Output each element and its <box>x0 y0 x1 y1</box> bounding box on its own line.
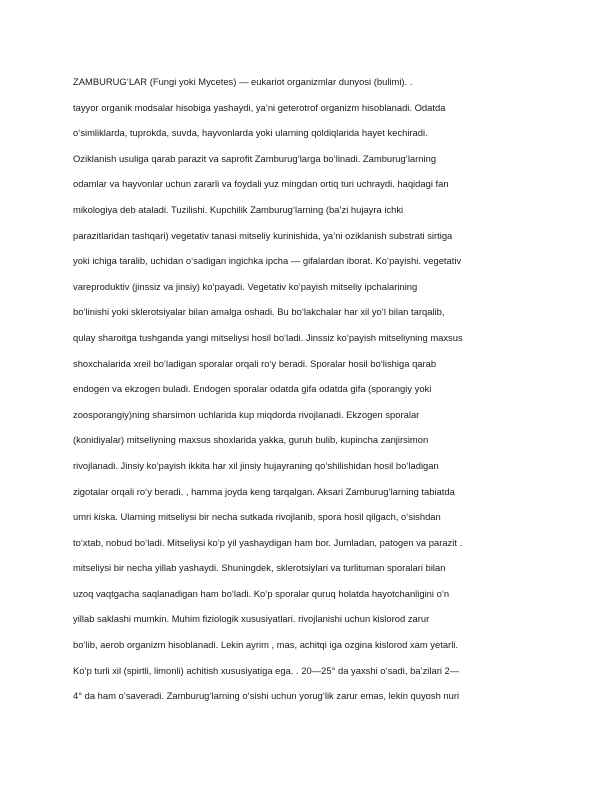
text-line: zoosporangiy)ning sharsimon uchlarida kup miqdorda rivojlanadi. Ekzogen sporalar <box>73 408 420 420</box>
text-line: odamlar va hayvonlar uchun zararli va foydali yuz mingdan ortiq turi uchraydi. haqidagi fan <box>73 178 449 190</box>
text-line: yoki ichiga taralib, uchidan o‘sadigan ingichka ipcha — gifalardan iborat. Ko‘payishi. vegetativ <box>73 255 462 267</box>
text-line: umri kiska. Ularning mitseliysi bir necha sutkada rivojlanib, spora hosil qilgach, o‘sishdan <box>73 511 441 523</box>
text-line: Oziklanish usuliga qarab parazit va saprofit Zamburug‘larga bo‘linadi. Zamburug‘larning <box>73 152 437 164</box>
text-line: zigotalar orqali ro‘y beradi. , hamma joyda keng tarqalgan. Aksari Zamburug‘larning tabiatda <box>73 485 455 497</box>
text-line: vareproduktiv (jinssiz va jinsiy) ko‘payadi. Vegetativ ko‘payish mitseliy ipchalarining <box>73 280 418 292</box>
text-line: rivojlanadi. Jinsiy ko‘payish ikkita har xil jinsiy hujayraning qo‘shilishidan hosil bo‘ladigan <box>73 459 439 471</box>
text-line: Ko‘p turli xil (spirtli, limonli) achitish xususiyatiga ega. . 20—25° da yaxshi o‘sadi, ba’zilari 2— <box>73 664 460 676</box>
text-line: 4° da ham o‘saveradi. Zamburug‘larning o‘sishi uchun yorug‘lik zarur emas, lekin quyosh nuri <box>73 690 460 702</box>
text-line: bo‘lib, aerob organizm hisoblanadi. Lekin ayrim , mas, achitqi iga ozgina kislorod xam yetarli. <box>73 639 458 651</box>
text-line: bo‘linishi yoki sklerotsiyalar bilan amalga oshadi. Bu bo‘lakchalar har xil yo‘l bilan tarqalib, <box>73 306 445 318</box>
text-line: to‘xtab, nobud bo‘ladi. Mitseliysi ko‘p yil yashaydigan ham bor. Jumladan, patogen va parazit . <box>73 536 463 548</box>
text-line: uzoq vaqtgacha saqlanadigan ham bo‘ladi. Ko‘p sporalar quruq holatda hayotchanligini o‘n <box>73 587 450 599</box>
text-line: yillab saklashi mumkin. Muhim fiziologik xususiyatlari. rivojlanishi uchun kislorod zarur <box>73 613 430 625</box>
body-text <box>73 69 543 709</box>
text-line: mitseliysi bir necha yillab yashaydi. Shuningdek, sklerotsiylari va turlituman sporalari bilan <box>73 562 446 574</box>
text-line: parazitlaridan tashqari) vegetativ tanasi mitseliy kurinishida, ya’ni oziklanish substrati sirtiga <box>73 229 453 241</box>
text-line: shoxchalarida xreil bo‘ladigan sporalar orqali ro‘y beradi. Sporalar hosil bo‘lishiga qarab <box>73 357 437 369</box>
text-line: tayyor organik modsalar hisobiga yashaydi, ya’ni geterotrof organizm hisoblanadi. Odatda <box>73 101 446 113</box>
text-line: qulay sharoitga tushganda yangi mitseliysi hosil bo‘ladi. Jinssiz ko‘payish mitseliyning maxsus <box>73 331 463 343</box>
text-line: o‘simliklarda, tuprokda, suvda, hayvonlarda yoki ularning qoldiqlarida hayet kechiradi. <box>73 127 428 139</box>
text-line: mikologiya deb ataladi. Tuzilishi. Kupchilik Zamburug‘larning (ba’zi hujayra ichki <box>73 203 404 215</box>
text-line: ZAMBURUG‘LAR (Fungi yoki Mycetes) — eukariot organizmlar dunyosi (bulimi). . <box>73 76 413 87</box>
text-line: endogen va ekzogen buladi. Endogen sporalar odatda gifa odatda gifa (sporangiy yoki <box>73 383 432 395</box>
text-line: (konidiyalar) mitseliyning maxsus shoxlarida yakka, guruh bulib, kupincha zanjirsimon <box>73 434 429 446</box>
